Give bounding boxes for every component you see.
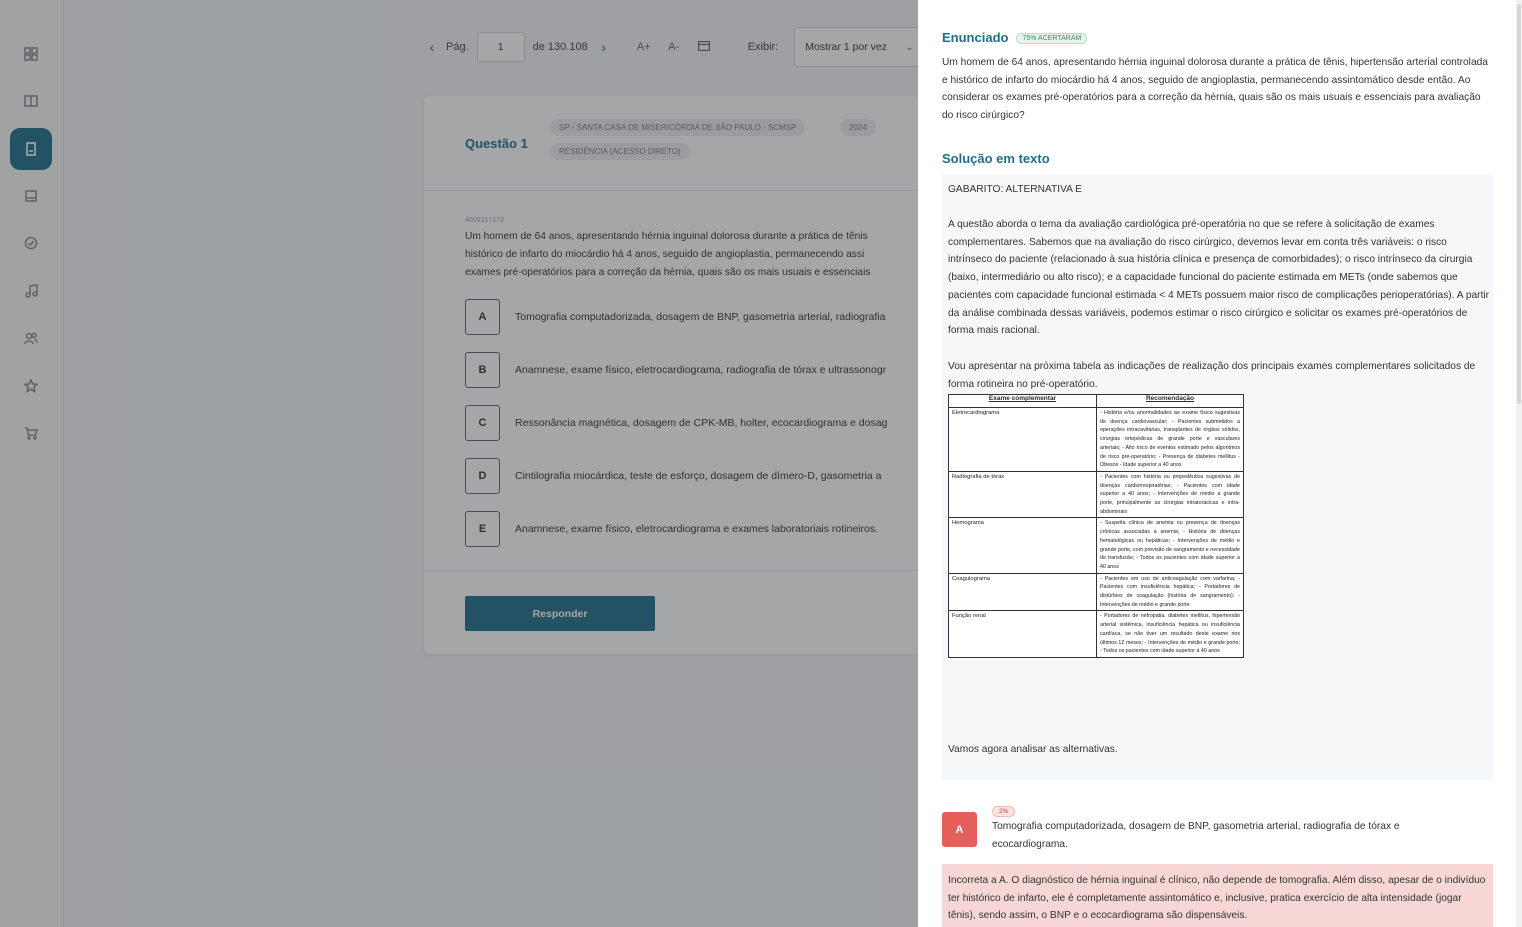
question-text-line: exames pré-operatórios para a correção da hérnia, quais são os mais usuais e essenciais — [465, 267, 871, 278]
question-text-line: histórico de infarto do miocárdio há 4 anos, seguido de angioplastia, permanecendo assi — [465, 249, 865, 260]
solution-text-box — [942, 175, 1493, 780]
show-label: Exibir: — [747, 41, 779, 53]
table-cell-exam: Eletrocardiograma — [949, 408, 1097, 472]
page-total: de 130.108 — [532, 41, 588, 53]
tag-year: 2024 — [840, 119, 876, 136]
question-id: 4000217173 — [465, 217, 504, 224]
solution-heading: Solução em texto — [942, 151, 1050, 166]
alternative-text: Anamnese, exame físico, eletrocardiograma, radiografia de tórax e ultrassonogr — [515, 364, 887, 376]
alternative-text: Ressonância magnética, dosagem de CPK-MB, holter, ecocardiograma e dosag — [515, 417, 888, 429]
show-mode-value: Mostrar 1 por vez — [805, 41, 887, 53]
next-page-icon[interactable]: › — [601, 39, 607, 55]
solution-paragraph-3: Vamos agora analisar as alternativas. — [948, 744, 1118, 755]
prev-page-icon[interactable]: ‹ — [429, 39, 435, 55]
table-row — [949, 408, 1244, 472]
table-cell-exam: Radiografia de tórax — [949, 471, 1097, 518]
alternative-letter: D — [465, 458, 500, 494]
table-row — [949, 573, 1244, 611]
alternative-text: Cintilografia miocárdica, teste de esforço, dosagem de dímero-D, gasometria a — [515, 470, 882, 482]
submit-answer-button[interactable]: Responder — [465, 596, 655, 631]
font-decrease-icon[interactable]: A- — [668, 41, 680, 53]
table-header-recommendation: Recomendação — [1097, 395, 1244, 408]
table-header-exam: Exame complementar — [949, 395, 1097, 408]
table-cell-recommendation: - Pacientes em uso de anticoagulação com varfarina; - Pacientes com insuficiência hepática; - Portadores de distúrbios de coagulação (história de sangramento); - Intervenções de médio e grande porte — [1097, 573, 1244, 611]
page-label: Pág. — [446, 41, 469, 53]
alternative-letter: E — [465, 511, 500, 547]
table-cell-recommendation: - Pacientes com história ou propedêutica sugestivas de doenças cardiorrespiratórias; - Pacientes com idade superior a 40 anos; - Intervenções de médio a grande porte, principalmente as cirurgias intratorácicas e intra-abdominais — [1097, 471, 1244, 518]
gabarito-text: GABARITO: ALTERNATIVA E — [948, 184, 1082, 195]
table-row — [949, 471, 1244, 518]
panel-scrollbar-thumb[interactable] — [1517, 4, 1521, 404]
recommendation-table — [948, 394, 1244, 658]
table-cell-recommendation: - Portadores de nefropatia, diabetes mellitus, hipertensão arterial sistêmica, insuficiência hepática ou insuficiência cardíaca, se não tiver um resultado deste exame nos últimos 12 meses; - Intervenções de médio e grande porte; - Todos os pacientes com idade superior a 40 anos — [1097, 611, 1244, 658]
alternative-a-explanation: Incorreta a A. O diagnóstico de hérnia inguinal é clínico, não depende de tomografia. Além disso, apesar de o indivíduo ter histórico de infarto, ele é completamente assintomático e, inclusive, pratica exercício de alta intensidade (jogar tênis), sendo assim, o BNP e o ecocardiograma são dispensáveis. — [942, 864, 1493, 927]
enunciado-heading — [942, 30, 1087, 45]
question-text-line: Um homem de 64 anos, apresentando hérnia inguinal dolorosa durante a prática de tênis — [465, 231, 868, 242]
font-increase-icon[interactable]: A+ — [636, 41, 651, 53]
alternative-a-text: Tomografia computadorizada, dosagem de BNP, gasometria arterial, radiografia de tórax e ecocardiograma. — [992, 821, 1400, 850]
tag-category: RESIDÊNCIA (ACESSO DIRETO) — [550, 143, 690, 160]
panel-scrollbar[interactable] — [1516, 0, 1522, 927]
solution-panel — [918, 0, 1522, 927]
alternative-a-percent-badge: 2% — [992, 806, 1015, 817]
table-row — [949, 611, 1244, 658]
enunciado-text: Um homem de 64 anos, apresentando hérnia inguinal dolorosa durante a prática de tênis, hipertensão arterial controlada e histórico de infarto do miocárdio há 4 anos, seguido de angioplastia, permanecendo assintomático desde então. Ao considerar os exames pré-operatórios para a correção da hérnia, quais são os mais usuais e essenciais para avaliação do risco cirúrgico? — [942, 57, 1488, 122]
table-row — [949, 518, 1244, 573]
alternative-letter: A — [465, 299, 500, 335]
correct-rate-badge: 75% ACERTARAM — [1016, 33, 1087, 44]
table-cell-exam: Coagulograma — [949, 573, 1097, 611]
tag-institution: SP - SANTA CASA DE MISERICÓRDIA DE SÃO PAULO - SCMSP — [550, 119, 805, 136]
solution-paragraph-2: Vou apresentar na próxima tabela as indicações de realização dos principais exames complementares solicitados de forma rotineira no pré-operatório. — [948, 361, 1476, 390]
solution-paragraph-1: A questão aborda o tema da avaliação cardiológica pré-operatória no que se refere à solicitação de exames complementares. Sabemos que na avaliação do risco cirúrgico, devemos levar em conta três variáveis: o risco intrínseco do paciente (relacionado à sua história clínica e presença de comorbidades); o risco intrínseco da cirurgia (baixo, intermediário ou alto risco); e a capacidade funcional do paciente estimada em METs (onde sabemos que pacientes com capacidade funcional estimada < 4 METs possuem maior risco de complicações perioperatórias). A partir da análise combinada dessas variáveis, podemos estimar o risco cirúrgico e solicitar os exames pré-operatórios de forma mais racional. — [948, 219, 1490, 337]
alternative-a-letter-incorrect: A — [942, 812, 977, 847]
chevron-down-icon: ⌄ — [905, 41, 914, 52]
alternative-letter: B — [465, 352, 500, 388]
question-title: Questão 1 — [465, 136, 528, 151]
table-cell-exam: Função renal — [949, 611, 1097, 658]
alternative-letter: C — [465, 405, 500, 441]
alternative-text: Anamnese, exame físico, eletrocardiograma e exames laboratoriais rotineiros. — [515, 523, 879, 535]
alternative-text: Tomografia computadorizada, dosagem de BNP, gasometria arterial, radiografia — [515, 311, 886, 323]
table-cell-recommendation: - Suspeita clínica de anemia ou presença de doenças crônicas associadas à anemia; - História de doenças hematológicas ou hepáticas; - Intervenções de médio e grande porte, com previsão de sangramento e necessidade de transfusão; - Todos os pacientes com idade superior a 40 anos — [1097, 518, 1244, 573]
table-cell-recommendation: - História e/ou anormalidades ao exame físico sugestivas de doença cardiovascular; - Pacientes submetidos a operações intracavitárias, transplantes de órgãos sólidos, cirurgias ortopédicas de grande porte e vasculares arteriais; - Alto risco de eventos estimado pelos algoritmos de risco pré-operatório; - Presença de diabetes mellitus - Obesos - Idade superior a 40 anos — [1097, 408, 1244, 472]
table-cell-exam: Hemograma — [949, 518, 1097, 573]
enunciado-title: Enunciado — [942, 30, 1009, 45]
